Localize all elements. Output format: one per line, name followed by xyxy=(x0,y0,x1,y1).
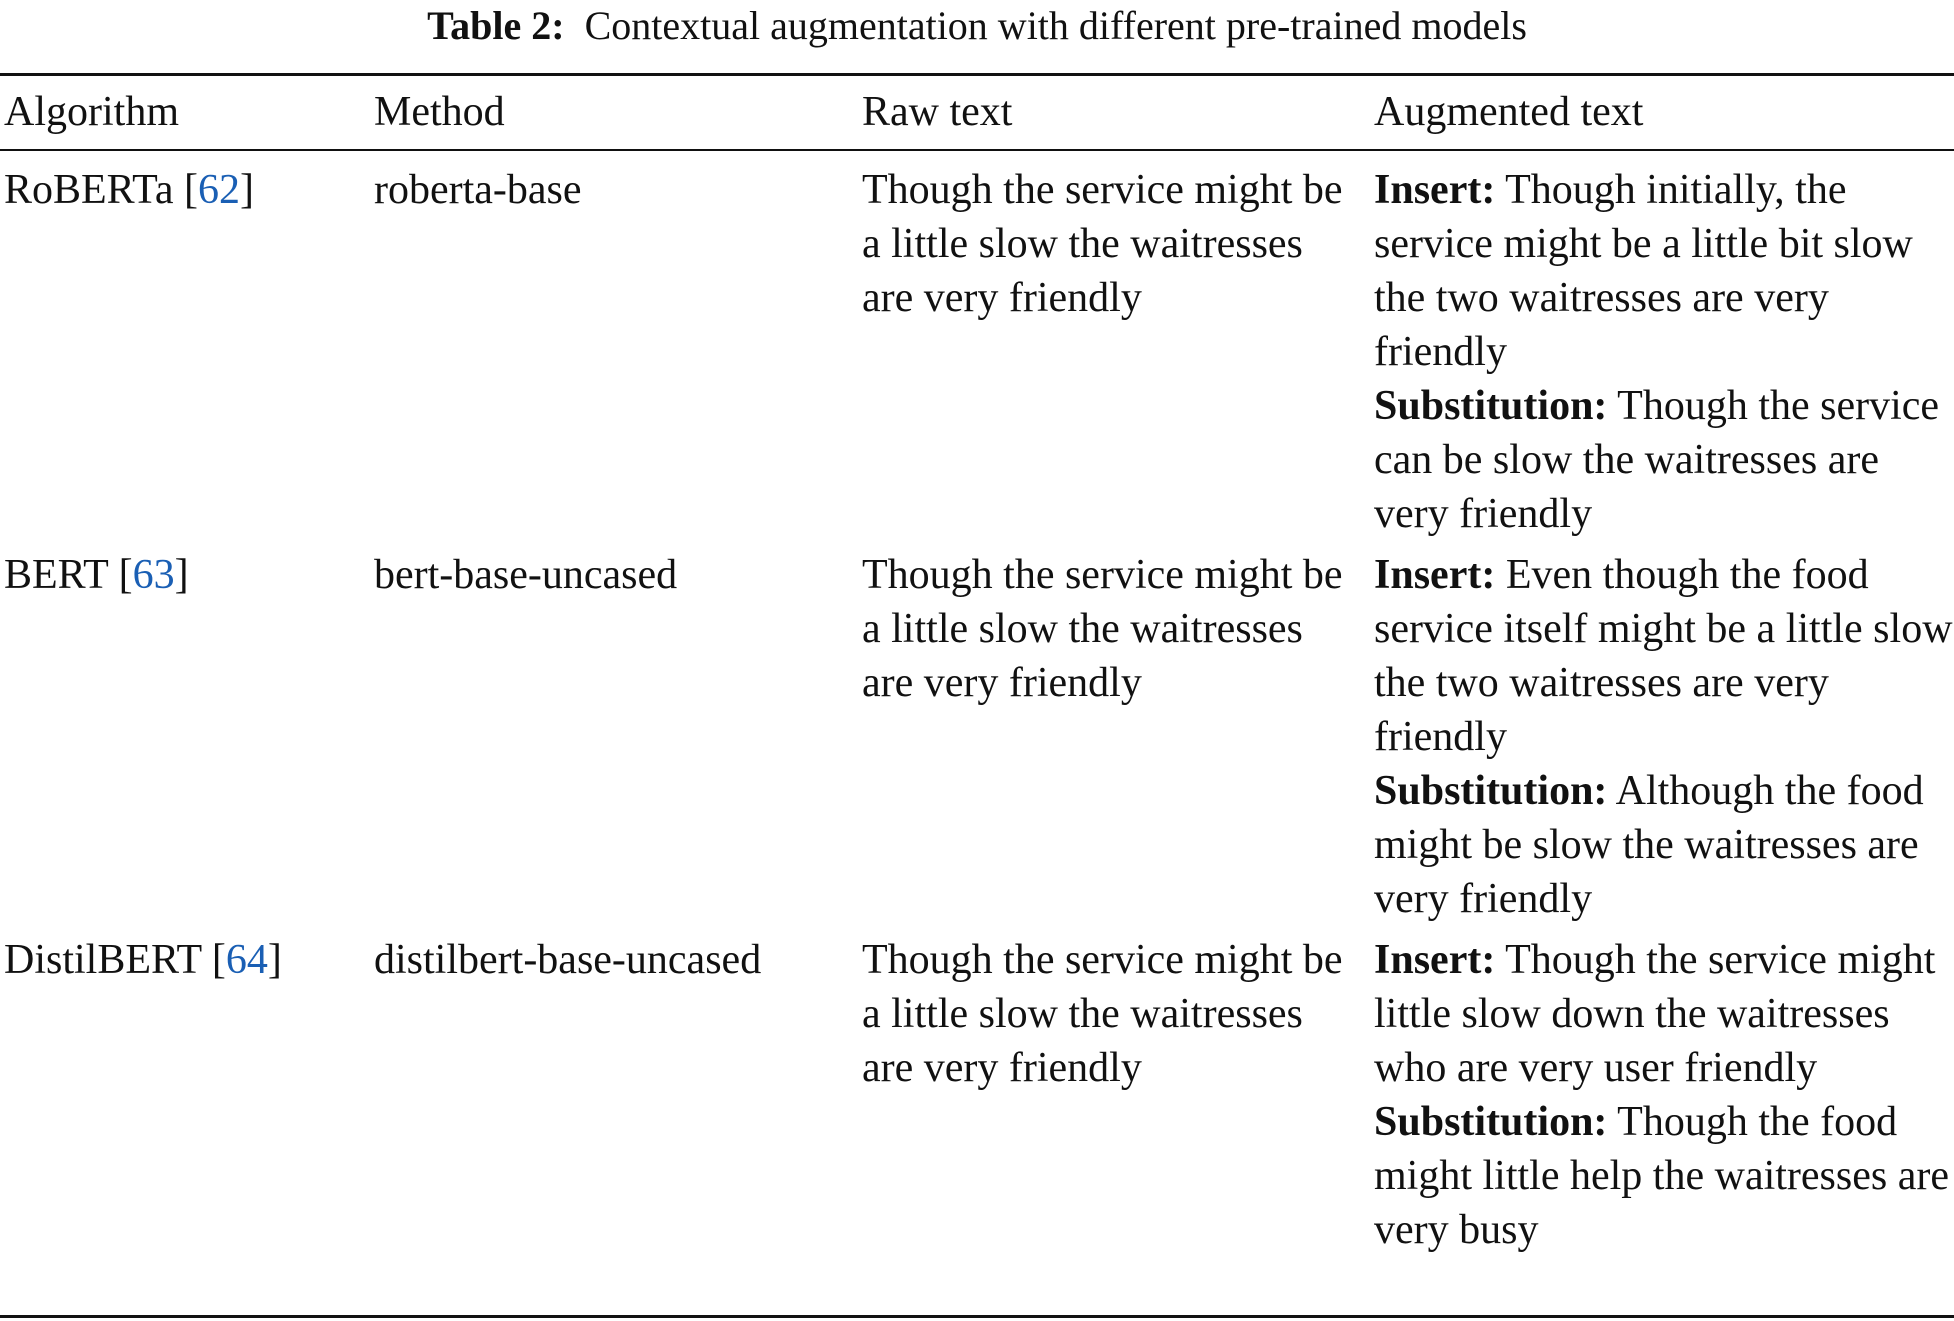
table-row-augmented-text xyxy=(1374,163,1954,541)
substitution-label: Substitution: xyxy=(1374,768,1608,814)
insert-label: Insert: xyxy=(1374,937,1496,983)
algorithm-name: RoBERTa xyxy=(4,167,174,213)
table-row-algorithm: RoBERTa [62] xyxy=(4,167,255,213)
substitution-text: Although the food might be slow the waitresses are very friendly xyxy=(1374,768,1924,922)
table-bottom-rule xyxy=(0,1315,1954,1318)
substitution-label: Substitution: xyxy=(1374,383,1608,429)
substitution-label: Substitution: xyxy=(1374,1099,1608,1145)
insert-text: Though the service might little slow down the waitresses who are very user friendly xyxy=(1374,937,1936,1091)
table-row-method: roberta-base xyxy=(374,167,582,213)
table-top-rule xyxy=(0,73,1954,76)
substitution-text: Though the service can be slow the waitresses are very friendly xyxy=(1374,383,1940,537)
citation-link[interactable]: 63 xyxy=(132,552,175,598)
header-method: Method xyxy=(374,89,505,135)
citation-link[interactable]: 62 xyxy=(198,167,241,213)
insert-text: Though initially, the service might be a little bit slow the two waitresses are very friendly xyxy=(1374,167,1913,375)
table-row-raw-text: Though the service might be a little slow the waitresses are very friendly xyxy=(862,937,1343,1091)
substitution-entry xyxy=(1374,379,1954,541)
caption-text: Contextual augmentation with different pre-trained models xyxy=(584,3,1527,48)
table-header-rule xyxy=(0,149,1954,151)
algorithm-name: BERT xyxy=(4,552,109,598)
table-row-raw-text: Though the service might be a little slow the waitresses are very friendly xyxy=(862,167,1343,321)
insert-text: Even though the food service itself might be a little slow the two waitresses are very friendly xyxy=(1374,552,1953,760)
substitution-text: Though the food might little help the waitresses are very busy xyxy=(1374,1099,1949,1253)
table-row-raw-text: Though the service might be a little slow the waitresses are very friendly xyxy=(862,552,1343,706)
insert-entry xyxy=(1374,163,1954,379)
table-row-method: bert-base-uncased xyxy=(374,552,678,598)
insert-entry xyxy=(1374,548,1954,764)
table-caption xyxy=(0,0,1954,52)
algorithm-name: DistilBERT xyxy=(4,937,202,983)
insert-entry xyxy=(1374,933,1954,1095)
insert-label: Insert: xyxy=(1374,552,1496,598)
substitution-entry xyxy=(1374,1095,1954,1257)
header-augmented-text: Augmented text xyxy=(1374,89,1644,135)
table-row-augmented-text xyxy=(1374,933,1954,1257)
table-row-augmented-text xyxy=(1374,548,1954,926)
caption-label: Table 2: xyxy=(427,3,565,48)
header-algorithm: Algorithm xyxy=(4,89,179,135)
table-row-algorithm: DistilBERT [64] xyxy=(4,937,282,983)
table-row-algorithm: BERT [63] xyxy=(4,552,189,598)
table-row-method: distilbert-base-uncased xyxy=(374,937,762,983)
substitution-entry xyxy=(1374,764,1954,926)
header-raw-text: Raw text xyxy=(862,89,1013,135)
insert-label: Insert: xyxy=(1374,167,1496,213)
citation-link[interactable]: 64 xyxy=(225,937,268,983)
